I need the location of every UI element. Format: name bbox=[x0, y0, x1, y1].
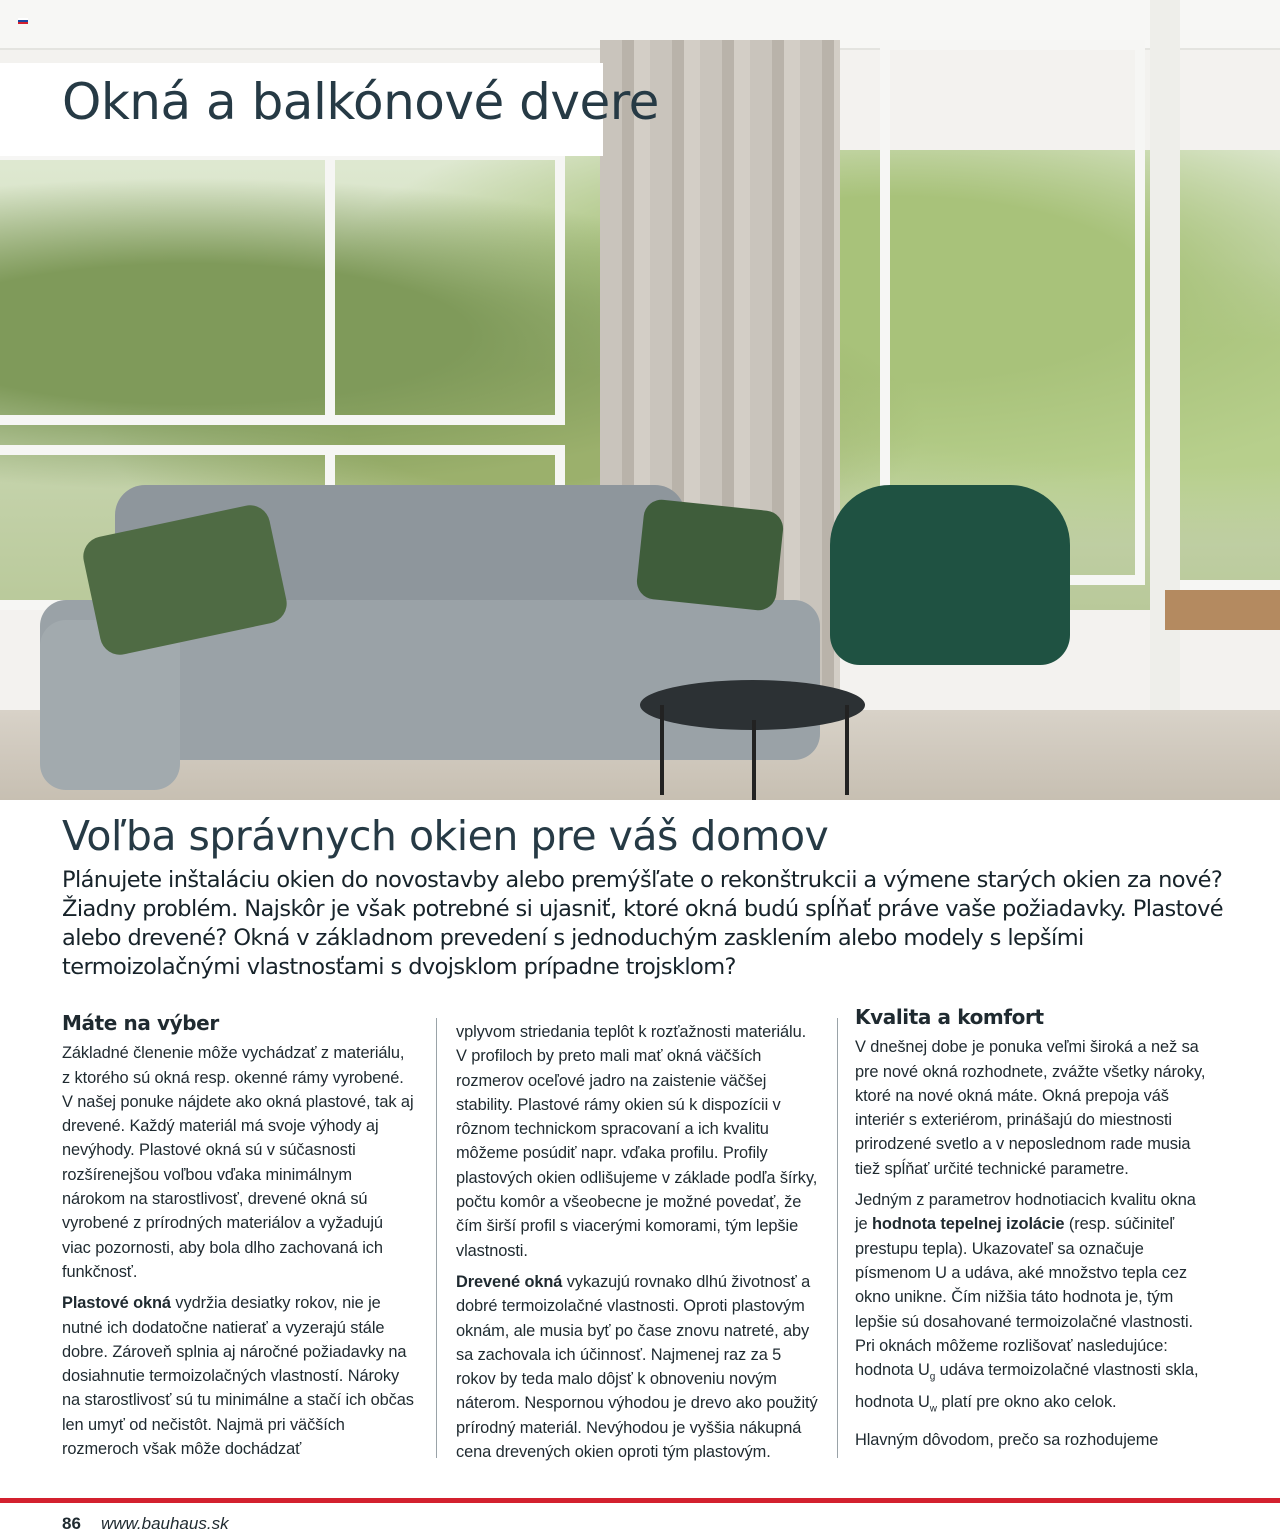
bold-term: Drevené okná bbox=[456, 1272, 563, 1291]
bold-term: Plastové okná bbox=[62, 1294, 171, 1313]
subscript: g bbox=[929, 1371, 936, 1383]
paragraph-text: udáva termoizolačné vlastnosti skla, hodnota U bbox=[855, 1361, 1199, 1411]
bold-term: hodnota tepelnej izolácie bbox=[872, 1215, 1065, 1234]
paragraph bbox=[855, 1188, 1207, 1421]
subscript: w bbox=[929, 1403, 937, 1415]
paragraph-text: vykazujú rovnako dlhú životnosť a dobré termoizolačné vlastnosti. Oproti plastovým oknám, ale musia byť po čase znovu natreté, aby sa zachovala ich účinnosť. Najmenej raz za 5 rokov by teda malo dôjsť k obnoveniu novým náterom. Nespornou výhodou je drevo ako použitý prírodný materiál. Nevýhodou je vyššia nákupná cena drevených okien oproti tým plastovým. bbox=[456, 1272, 818, 1462]
paragraph-text: vydržia desiatky rokov, nie je nutné ich dodatočne natierať a vyzerajú stále dobre. Zároveň splnia aj náročné požiadavky na dosiahnutie termoizolačných vlastností. Nároky na starostlivosť sú tu minimálne a stačí ich občas len umyť od nečistôt. Najmä pri väčších rozmeroch však môže dochádzať bbox=[62, 1294, 414, 1459]
paragraph: Základné členenie môže vychádzať z materiálu, z ktorého sú okná resp. okenné rámy vyrobené. V našej ponuke nájdete ako okná plastové, tak aj drevené. Každý materiál má svoje výhody aj nevýhody. Plastové okná sú v súčasnosti rozšírenejšou voľbou vďaka minimálnym nárokom na starostlivosť, drevené okná sú vyrobené z prírodných materiálov a vyžadujú viac pozornosti, aby bola dlho zachovaná ich funkčnosť. bbox=[62, 1044, 414, 1281]
column-1 bbox=[62, 1011, 414, 1468]
paragraph: vplyvom striedania teplôt k rozťažnosti materiálu. V profiloch by preto mali mať okná väčších rozmerov oceľové jadro na zaistenie väčšej stability. Plastové rámy okien sú k dispozícii v rôznom technickom spracovaní a ich kvalitu môžeme posúdiť napr. vďaka profilu. Profily plastových okien odlišujeme v základe podľa šírky, počtu komôr a všeobecne je možné povedať, že čím širší profil s viacerými komorami, tým lepšie vlastnosti. bbox=[456, 1023, 818, 1260]
window-frame bbox=[325, 150, 565, 425]
paragraph: Hlavným dôvodom, prečo sa rozhodujeme bbox=[855, 1431, 1159, 1450]
website-link[interactable]: www.bauhaus.sk bbox=[101, 1514, 229, 1533]
table-leg bbox=[660, 705, 664, 795]
paragraph-text: platí pre okno ako celok. bbox=[936, 1392, 1117, 1411]
green-pillow bbox=[635, 498, 785, 612]
section-headline: Voľba správnych okien pre váš domov bbox=[62, 812, 829, 860]
column-2 bbox=[456, 1020, 818, 1471]
page-number: 86 bbox=[62, 1514, 81, 1533]
wall-corner bbox=[1150, 0, 1180, 800]
table-leg bbox=[752, 720, 756, 800]
green-armchair bbox=[830, 485, 1070, 665]
slovak-flag-icon bbox=[18, 18, 28, 24]
balcony-door-frame bbox=[1170, 30, 1280, 590]
paragraph bbox=[62, 1291, 414, 1461]
page-title: Okná a balkónové dvere bbox=[62, 73, 659, 131]
dining-table bbox=[1165, 590, 1280, 630]
lead-paragraph: Plánujete inštaláciu okien do novostavby alebo premýšľate o rekonštrukcii a výmene starých okien za nové? Žiadny problém. Najskôr je však potrebné si ujasniť, ktoré okná budú spĺňať práve vaše požiadavky. Plastové alebo drevené? Okná v základnom prevedení s jednoduchým zasklením alebo modely s lepšími termoizolačnými vlastnosťami s dvojsklom prípadne trojsklom? bbox=[62, 867, 1224, 980]
title-box bbox=[0, 63, 659, 156]
paragraph-text: (resp. súčiniteľ prestupu tepla). Ukazovateľ sa označuje písmenom U a udáva, aké množstvo tepla cez okno unikne. Čím nižšia táto hodnota je, tým lepšie sú dosahované termoizolačné vlastnosti. Pri oknách môžeme rozlišovať nasledujúce: hodnota U bbox=[855, 1215, 1193, 1380]
table-leg bbox=[845, 705, 849, 795]
paragraph-text: Jedným z parametrov hodnotiacich kvalitu okna je bbox=[855, 1191, 1196, 1234]
window-frame bbox=[0, 150, 335, 425]
paragraph bbox=[456, 1270, 818, 1464]
column-divider bbox=[436, 1018, 437, 1458]
paragraph: V dnešnej dobe je ponuka veľmi široká a než sa pre nové okná rozhodnete, zvážte všetky nároky, ktoré na nové okná máte. Okná prepoja váš interiér s exteriérom, prinášajú do miestnosti prirodzené svetlo a v neposlednom rade musia tiež spĺňať určité technické parametre. bbox=[855, 1038, 1206, 1178]
footer-accent-line bbox=[0, 1498, 1280, 1503]
column-heading: Máte na výber bbox=[62, 1011, 219, 1035]
column-divider bbox=[837, 1018, 838, 1458]
column-heading: Kvalita a komfort bbox=[855, 1005, 1044, 1029]
column-3 bbox=[855, 1005, 1207, 1460]
